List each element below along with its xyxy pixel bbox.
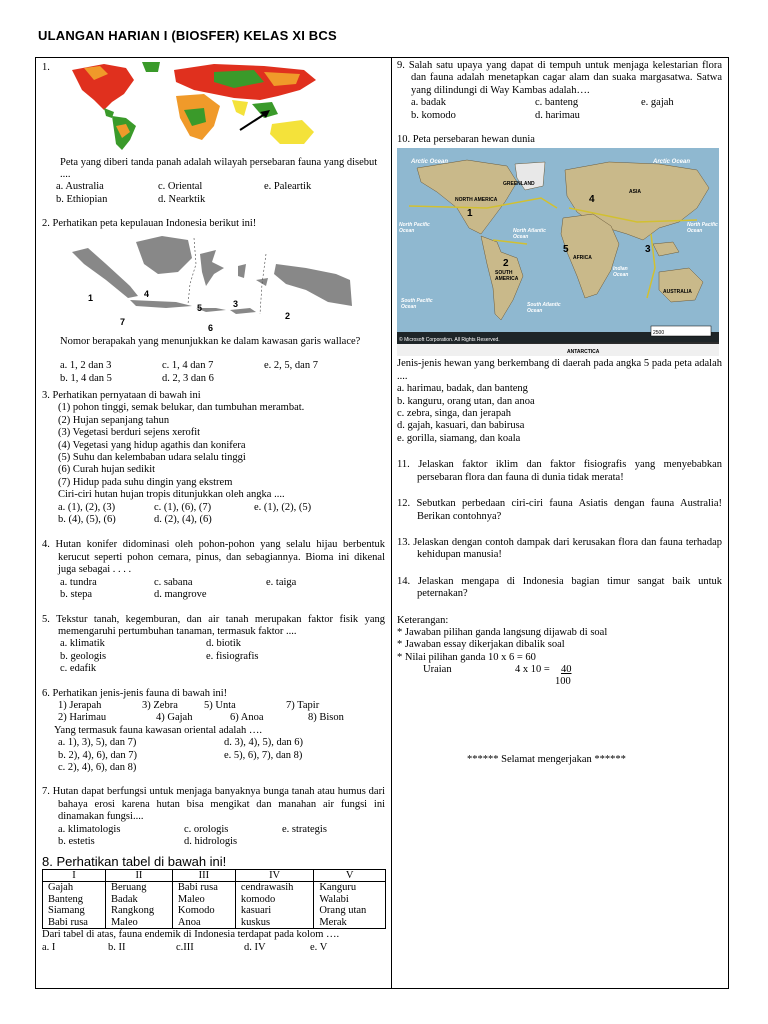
map-text-npo-1: North Pacific Ocean bbox=[399, 222, 430, 235]
map-label-7: 7 bbox=[120, 317, 126, 327]
question-8-question: Dari tabel di atas, fauna endemik di Indonesia terdapat pada kolom …. bbox=[42, 929, 340, 941]
map-text-north-america: NORTH AMERICA bbox=[455, 197, 498, 204]
closing-message: ****** Selamat mengerjakan ****** bbox=[467, 754, 626, 766]
world-map-graphic bbox=[397, 148, 719, 356]
option-b: b. 2), 4), 6), dan 7) bbox=[58, 749, 138, 761]
map-region-1: 1 bbox=[467, 208, 473, 220]
option-c: c. banteng bbox=[535, 97, 579, 109]
map-text-spo: South Pacific Ocean bbox=[401, 298, 433, 311]
option-d: d. 2, 3 dan 6 bbox=[162, 373, 214, 384]
column-header: IV bbox=[235, 869, 313, 882]
question-9-options bbox=[397, 97, 722, 109]
option-a: a. (1), (2), (3) bbox=[58, 501, 116, 513]
fauna-row-2 bbox=[42, 712, 385, 724]
option-c: c. 1, 4 dan 7 bbox=[162, 360, 214, 371]
question-1-text: Peta yang diberi tanda panah adalah wilayah persebaran fauna yang disebut .... bbox=[60, 157, 378, 181]
question-10-question: Jenis-jenis hewan yang berkembang di daerah pada angka 5 pada peta adalah .... bbox=[397, 358, 722, 382]
fauna-table bbox=[42, 869, 386, 930]
right-column bbox=[397, 60, 722, 767]
map-region-4: 4 bbox=[589, 194, 595, 206]
table-cell: Kanguru Walabi Orang utan Merak bbox=[314, 882, 386, 929]
question-6-options bbox=[42, 737, 385, 749]
uraian-label: Uraian bbox=[423, 664, 452, 676]
option-e: e. 5), 6), 7), dan 8) bbox=[224, 749, 303, 761]
option-c: c. (1), (6), (7) bbox=[154, 501, 212, 513]
uraian-value: 40 bbox=[561, 664, 572, 676]
question-6-question: Yang termasuk fauna kawasan oriental adalah …. bbox=[54, 724, 262, 736]
option-a: a. I bbox=[42, 941, 56, 953]
option-e: e. strategis bbox=[282, 823, 327, 835]
option-a: a. 1), 3), 5), dan 7) bbox=[58, 737, 137, 749]
option-d: d. gajah, kasuari, dan babirusa bbox=[397, 420, 525, 432]
option-d: d. (2), (4), (6) bbox=[154, 514, 212, 526]
option-d: d. Nearktik bbox=[158, 194, 206, 205]
total-score: 100 bbox=[555, 676, 571, 688]
fauna-3: 3) Zebra bbox=[142, 699, 178, 711]
option-d: d. 3), 4), 5), dan 6) bbox=[224, 737, 304, 749]
question-2-options bbox=[60, 360, 318, 372]
column-header: II bbox=[105, 869, 172, 882]
question-9 bbox=[397, 60, 722, 122]
question-6 bbox=[42, 688, 385, 775]
map-text-greenland: GREENLAND bbox=[503, 181, 535, 188]
question-1-options-2 bbox=[56, 194, 205, 206]
map-region-5: 5 bbox=[563, 244, 569, 256]
question-13: 13. Jelaskan dengan contoh dampak dari kerusakan flora dan fauna terhadap kehidupan manusia! bbox=[397, 536, 722, 561]
option-b: b. geologis bbox=[60, 650, 107, 662]
map-text-south-america: SOUTH AMERICA bbox=[495, 270, 519, 283]
option-b: b. estetis bbox=[58, 836, 95, 847]
world-map bbox=[397, 148, 719, 356]
fauna-4: 4) Gajah bbox=[156, 712, 193, 724]
question-5-text: 5. Tekstur tanah, kegemburan, dan air tanah merupakan faktor fisik yang memengaruhi pertumbuhan tanaman, termasuk faktor .... bbox=[42, 613, 385, 637]
statement-1: (1) pohon tinggi, semak belukar, dan tumbuhan merambat. bbox=[58, 402, 305, 414]
map-label-2: 2 bbox=[285, 311, 291, 321]
option-b: b. Ethiopian bbox=[56, 194, 108, 205]
table-cell: Babi rusa Maleo Komodo Anoa bbox=[172, 882, 235, 929]
map-text-io: Indian Ocean bbox=[613, 266, 629, 279]
option-e: e. Paleartik bbox=[264, 181, 312, 192]
question-3-items bbox=[42, 402, 385, 501]
option-e: e. gajah bbox=[641, 97, 674, 109]
question-3-text: 3. Perhatikan pernyataan di bawah ini bbox=[42, 390, 201, 401]
map-label-1: 1 bbox=[88, 293, 94, 303]
question-14: 14. Jelaskan mengapa di Indonesia bagian timur sangat baik untuk peternakan? bbox=[397, 575, 722, 600]
notes-line-1: * Jawaban pilihan ganda langsung dijawab di soal bbox=[397, 626, 608, 638]
map-text-copyright: © Microsoft Corporation. All Rights Reserved. bbox=[399, 337, 500, 344]
fauna-8: 8) Bison bbox=[308, 712, 344, 724]
notes-line-3: * Nilai pilihan ganda 10 x 6 = 60 bbox=[397, 651, 536, 663]
question-5 bbox=[42, 614, 385, 676]
question-5-options-3 bbox=[42, 663, 385, 675]
question-1-number: 1. bbox=[42, 62, 50, 73]
question-12: 12. Sebutkan perbedaan ciri-ciri fauna Asiatis dengan fauna Australia! Berikan contohnya? bbox=[397, 498, 722, 522]
statement-7: (7) Hidup pada suhu dingin yang ekstrem bbox=[58, 476, 233, 488]
question-5-options-2 bbox=[42, 651, 385, 663]
question-3-question: Ciri-ciri hutan hujan tropis ditunjukkan oleh angka .... bbox=[58, 489, 285, 501]
option-e: e. taiga bbox=[266, 576, 297, 588]
map-text-nao: North Atlantic Ocean bbox=[513, 228, 546, 241]
map-text-arctic-1: Arctic Ocean bbox=[411, 159, 449, 166]
fauna-1: 1) Jerapah bbox=[58, 699, 102, 711]
table-cell: cendrawasih komodo kasuari kuskus bbox=[235, 882, 313, 929]
question-4-text: 4. Hutan konifer didominasi oleh pohon-pohon yang selalu hijau berbentuk kerucut seperti pohon cemara, pinus, dan sebagiannya. Bioma ini dikenal juga sebagai . . . . bbox=[42, 539, 385, 576]
table-row bbox=[43, 882, 386, 929]
question-3 bbox=[42, 390, 385, 526]
option-a: a. 1, 2 dan 3 bbox=[60, 360, 112, 371]
question-9-options-2 bbox=[397, 110, 722, 122]
map-text-antarctica: ANTARCTICA bbox=[567, 349, 600, 356]
map-text-asia: ASIA bbox=[629, 189, 641, 196]
question-2-question: Nomor berapakah yang menunjukkan ke dalam kawasan garis wallace? bbox=[60, 336, 361, 347]
statement-2: (2) Hujan sepanjang tahun bbox=[58, 414, 170, 426]
statement-3: (3) Vegetasi berduri sejens xerofit bbox=[58, 427, 201, 439]
map-text-africa: AFRICA bbox=[573, 255, 592, 262]
question-10 bbox=[397, 134, 722, 445]
question-11: 11. Jelaskan faktor iklim dan faktor fisiografis yang menyebabkan persebaran flora dan fauna di dunia tidak merata! bbox=[397, 459, 722, 483]
page-title: ULANGAN HARIAN I (BIOSFER) KELAS XI BCS bbox=[38, 28, 337, 43]
question-7-text: 7. Hutan dapat berfungsi untuk menjaga banyaknya bunga tanah atau humus dari bahaya erosi karena hutan bisa mengikat dan manahan air fungsi ini dinamakan fungsi.... bbox=[42, 786, 385, 823]
option-b: b. II bbox=[108, 941, 126, 953]
question-5-options bbox=[42, 638, 385, 650]
question-8-options bbox=[42, 942, 385, 954]
option-d: d. mangrove bbox=[154, 589, 207, 601]
option-e: e. V bbox=[310, 941, 328, 953]
option-d: d. hidrologis bbox=[184, 836, 238, 847]
map-region-3: 3 bbox=[645, 244, 651, 256]
table-header bbox=[43, 869, 386, 882]
notes-uraian bbox=[397, 664, 722, 690]
map-text-sao: South Atlantic Ocean bbox=[527, 302, 561, 315]
fauna-6: 6) Anoa bbox=[230, 712, 264, 724]
option-c: c. zebra, singa, dan jerapah bbox=[397, 408, 511, 420]
option-e: e. (1), (2), (5) bbox=[254, 501, 312, 513]
option-a: a. badak bbox=[411, 97, 446, 109]
notes-title: Keterangan: bbox=[397, 614, 449, 626]
question-2-text: 2. Perhatikan peta kepulauan Indonesia berikut ini! bbox=[42, 218, 257, 229]
question-2-options-2 bbox=[60, 373, 214, 385]
table-cell: Beruang Badak Rangkong Maleo bbox=[105, 882, 172, 929]
option-a: a. harimau, badak, dan banteng bbox=[397, 383, 528, 395]
table-cell: Gajah Banteng Siamang Babi rusa bbox=[43, 882, 106, 929]
indonesia-map bbox=[66, 234, 356, 326]
column-header: III bbox=[172, 869, 235, 882]
option-c: c. 2), 4), 6), dan 8) bbox=[58, 761, 137, 773]
statement-5: (5) Suhu dan kelembaban udara selalu tinggi bbox=[58, 452, 246, 464]
option-d: d. IV bbox=[244, 941, 266, 953]
option-b: b. komodo bbox=[411, 109, 456, 121]
option-c: c. orologis bbox=[184, 823, 229, 835]
column-header: I bbox=[43, 869, 106, 882]
world-fauna-map bbox=[64, 60, 330, 152]
map-label-6: 6 bbox=[208, 323, 214, 333]
map-text-australia: AUSTRALIA bbox=[663, 289, 692, 296]
option-d: d. biotik bbox=[206, 638, 242, 650]
option-c: c. Oriental bbox=[158, 181, 203, 192]
map-label-5: 5 bbox=[197, 303, 203, 313]
option-b: b. kanguru, orang utan, dan anoa bbox=[397, 395, 535, 407]
option-b: b. (4), (5), (6) bbox=[58, 514, 116, 526]
fauna-5: 5) Unta bbox=[204, 699, 236, 711]
option-e: e. 2, 5, dan 7 bbox=[264, 360, 318, 371]
fauna-row-1 bbox=[42, 700, 385, 712]
question-8-text: 8. Perhatikan tabel di bawah ini! bbox=[42, 854, 227, 870]
question-4-options bbox=[42, 577, 385, 589]
left-column bbox=[42, 60, 385, 954]
option-e: e. fisiografis bbox=[206, 650, 259, 662]
option-a: a. tundra bbox=[60, 576, 97, 588]
statement-6: (6) Curah hujan sedikit bbox=[58, 464, 156, 476]
notes-line-2: * Jawaban essay dikerjakan dibalik soal bbox=[397, 639, 565, 651]
column-header: V bbox=[314, 869, 386, 882]
option-b: b. 1, 4 dan 5 bbox=[60, 373, 112, 384]
option-c: c. sabana bbox=[154, 576, 193, 588]
uraian-calc: 4 x 10 = bbox=[515, 664, 550, 676]
map-region-2: 2 bbox=[503, 258, 509, 270]
option-c: c. edafik bbox=[60, 663, 97, 675]
map-label-3: 3 bbox=[233, 299, 239, 309]
statement-4: (4) Vegetasi yang hidup agathis dan konifera bbox=[58, 439, 246, 451]
question-7-options-2 bbox=[42, 836, 385, 848]
option-a: a. Australia bbox=[56, 181, 104, 192]
option-a: a. klimatologis bbox=[58, 823, 121, 835]
notes bbox=[397, 615, 722, 691]
question-6-text: 6. Perhatikan jenis-jenis fauna di bawah ini! bbox=[42, 687, 228, 699]
question-8 bbox=[42, 856, 385, 954]
option-a: a. klimatik bbox=[60, 638, 105, 650]
column-divider bbox=[391, 57, 392, 989]
question-4-options-2 bbox=[42, 589, 385, 601]
question-4 bbox=[42, 539, 385, 601]
question-1-options bbox=[56, 181, 311, 193]
map-label-4: 4 bbox=[144, 289, 150, 299]
option-d: d. harimau bbox=[535, 109, 580, 121]
option-b: b. stepa bbox=[60, 589, 93, 601]
map-text-scale: 2500 bbox=[653, 330, 665, 337]
option-e: e. gorilla, siamang, dan koala bbox=[397, 432, 521, 444]
question-3-options bbox=[42, 502, 385, 514]
question-3-options-2 bbox=[42, 514, 385, 526]
question-6-options-3 bbox=[42, 762, 385, 774]
question-1 bbox=[42, 60, 385, 210]
map-text-arctic-2: Arctic Ocean bbox=[653, 159, 691, 166]
option-c: c.III bbox=[176, 941, 194, 953]
question-9-text: 9. Salah satu upaya yang dapat di tempuh untuk menjaga kelestarian flora dan fauna adalah menetapkan cagar alam dan suaka margasatwa. Satwa yang dilindungi di Way Kambas adalah…. bbox=[397, 60, 722, 96]
question-7-options bbox=[42, 824, 385, 836]
question-6-options-2 bbox=[42, 750, 385, 762]
map-text-npo-2: North Pacific Ocean bbox=[687, 222, 718, 235]
question-10-text: 10. Peta persebaran hewan dunia bbox=[397, 134, 535, 146]
fauna-2: 2) Harimau bbox=[58, 712, 107, 724]
question-2 bbox=[42, 218, 385, 390]
question-7 bbox=[42, 786, 385, 848]
fauna-7: 7) Tapir bbox=[286, 699, 320, 711]
